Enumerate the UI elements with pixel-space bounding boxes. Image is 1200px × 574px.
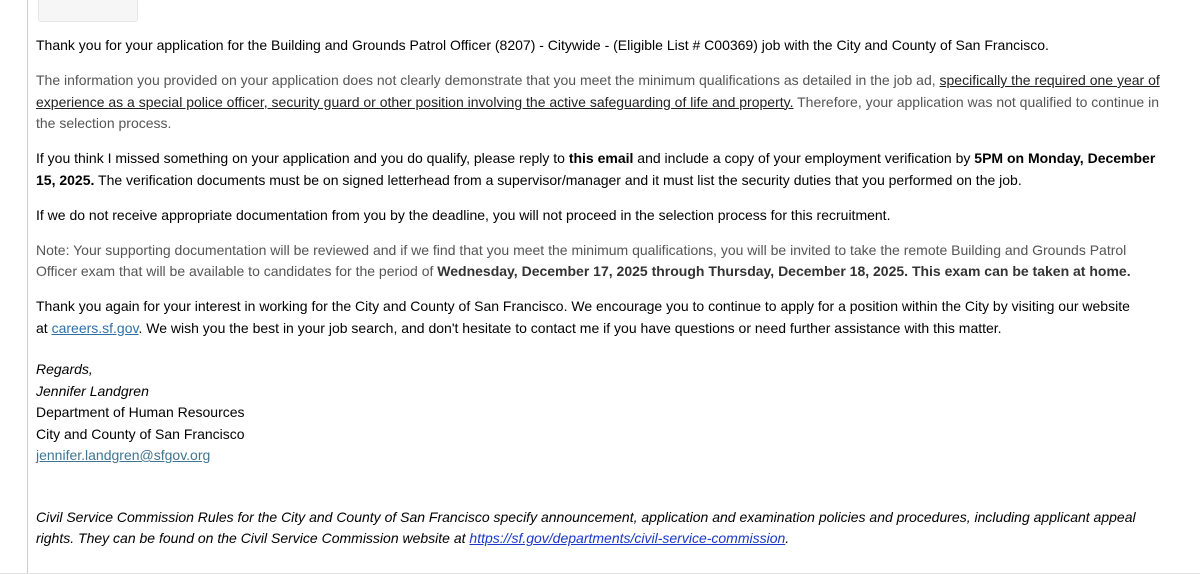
required-experience-text: specifically the required one year of experience as a special police officer, security guard or other position involving the active safeguarding of life and property. — [36, 72, 1160, 110]
qualification-notice-conclusion: Therefore, your application was not qualified to continue in the selection process. — [36, 93, 1160, 131]
signature-name: Jennifer Landgren — [36, 382, 149, 399]
exam-note-paragraph — [36, 240, 1168, 283]
at-word: at — [36, 319, 48, 336]
qualification-notice-paragraph — [36, 70, 1168, 135]
deadline-notice-text: If we do not receive appropriate documentation from you by the deadline, you will not proceed in the selection process for this recruitment. — [36, 206, 891, 223]
email-body — [36, 35, 1168, 563]
exam-note-text: Note: Your supporting documentation will be reviewed and if we find that you meet the minimum qualifications, you will be invited to take the remote Building and Grounds Patrol Officer exam that will be available to candidates for the period of — [36, 241, 1127, 279]
careers-website-link[interactable]: careers.sf.gov — [51, 319, 139, 336]
signature-organization: City and County of San Francisco — [36, 425, 245, 442]
reply-instructions-text: If you think I missed something on your application and you do qualify, please reply to — [36, 150, 569, 166]
closing-paragraph — [36, 296, 1168, 339]
exam-dates: Wednesday, December 17, 2025 through Thursday, December 18, 2025. This exam can be taken at home. — [437, 263, 1131, 279]
civil-service-footer — [36, 507, 1168, 550]
civil-service-footer-text: Civil Service Commission Rules for the City and County of San Francisco specify announcement, application and examination policies and procedures, including applicant appeal rights. They can be found on the Civil Service Commission website at — [36, 508, 1136, 546]
closing-paragraph-text: Thank you again for your interest in working for the City and County of San Francisco. We encourage you to continue to apply for a position within the City by visiting our website — [36, 298, 1130, 314]
this-email-emphasis: this email — [568, 150, 634, 166]
footer-period: . — [785, 530, 790, 546]
signature-department: Department of Human Resources — [36, 404, 245, 420]
reply-deadline: 5PM on Monday, December 15, 2025. — [36, 150, 1156, 188]
intro-text: Thank you for your application for the Building and Grounds Patrol Officer (8207) - Citywide - (Eligible List # C00369) job with the City and County of San Francisco. — [36, 37, 1049, 53]
civil-service-commission-link[interactable]: https://sf.gov/departments/civil-service-commission — [469, 530, 786, 546]
intro-paragraph — [36, 35, 1168, 57]
cropped-header-box — [38, 0, 138, 22]
closing-paragraph-text-2: . We wish you the best in your job search, and don't hesitate to contact me if you have questions or need further assistance with this matter. — [138, 319, 1002, 336]
deadline-notice-paragraph — [36, 205, 1168, 227]
reply-instructions-paragraph — [36, 148, 1168, 191]
signature-email-link[interactable]: jennifer.landgren@sfgov.org — [36, 447, 211, 463]
qualification-notice-text: The information you provided on your application does not clearly demonstrate that you meet the minimum qualifications as detailed in the job ad, — [36, 72, 940, 88]
signature-closing: Regards, — [36, 361, 93, 377]
signature-email-row — [36, 445, 1168, 467]
verification-requirements-text: The verification documents must be on signed letterhead from a supervisor/manager and it must list the security duties that you performed on the job. — [94, 171, 1022, 188]
signature-block — [36, 359, 1168, 467]
careers-link-group — [36, 320, 138, 336]
reply-instructions-text-2: and include a copy of your employment verification by — [633, 150, 975, 166]
message-pane-border — [27, 0, 28, 574]
